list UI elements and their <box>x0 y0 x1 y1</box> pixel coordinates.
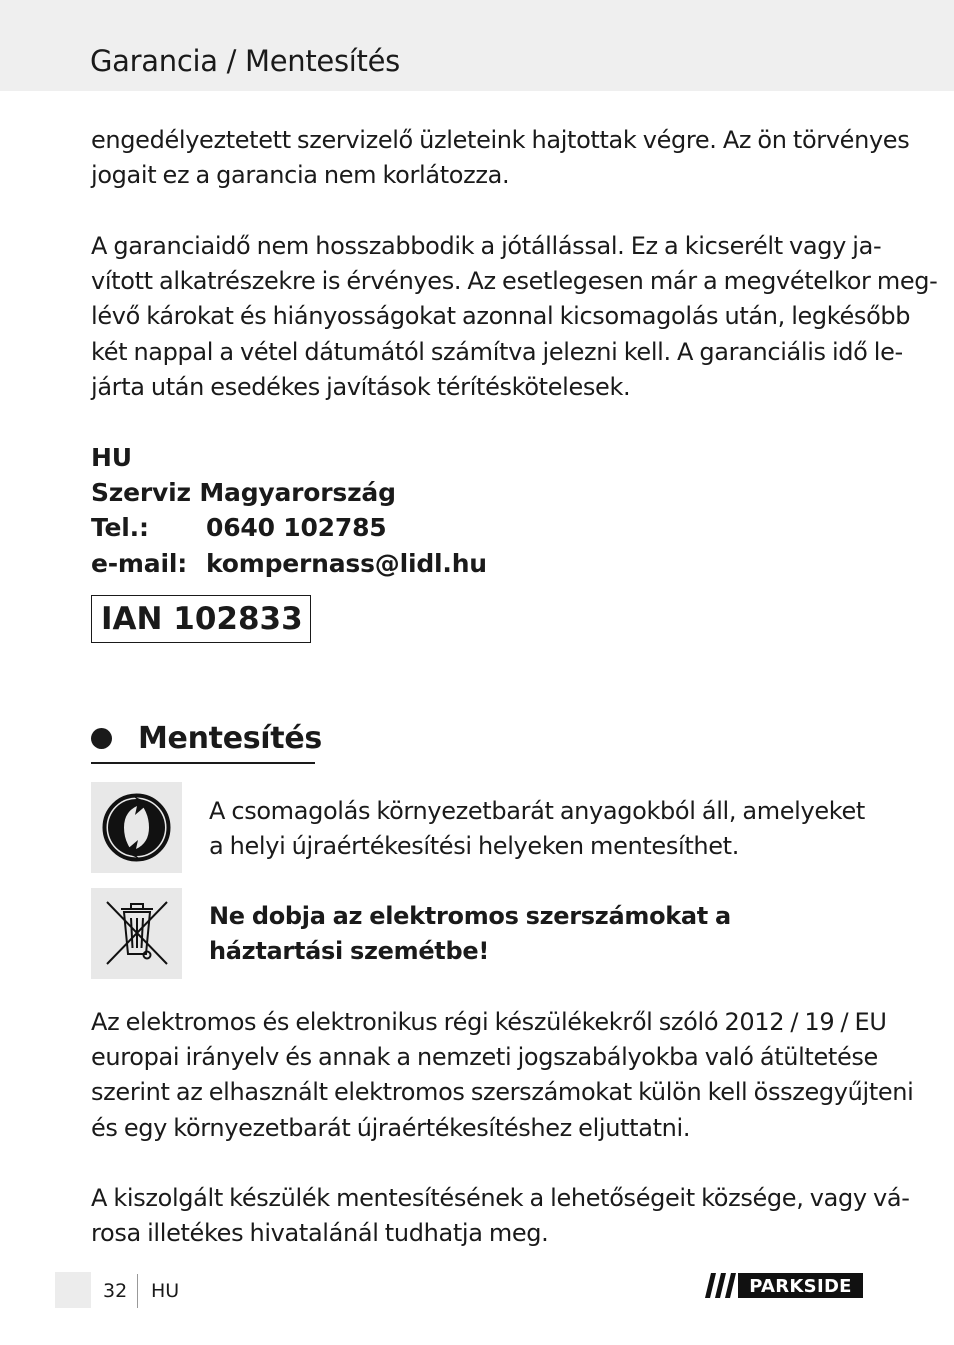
crossed-out-wheelie-bin-icon <box>91 888 182 979</box>
section-title: Mentesítés <box>138 721 322 756</box>
page-number: 32 <box>103 1280 128 1302</box>
text-line: A kiszolgált készülék mentesítésének a lehetőségeit községe, vagy vá- <box>91 1184 910 1212</box>
section-heading <box>91 718 322 764</box>
text-line: europai irányelv és annak a nemzeti jogszabályokba való átültetése <box>91 1043 878 1072</box>
warranty-paragraph <box>91 229 938 405</box>
ian-number-box: IAN 102833 <box>91 595 311 643</box>
contact-service-name: Szerviz Magyarország <box>91 478 396 508</box>
page-header <box>0 0 954 91</box>
text-line: engedélyeztetett szervizelő üzleteink hajtottak végre. Az ön törvényes <box>91 126 910 154</box>
text-line: szerint az elhasznált elektromos szerszámokat külön kell összegyűjteni <box>91 1078 914 1107</box>
text-line: A garanciaidő nem hosszabbodik a jótállással. Ez a kicserélt vagy ja- <box>91 232 882 260</box>
phone-value: 0640 102785 <box>206 513 387 543</box>
bullet-icon <box>91 728 112 749</box>
contact-email-row <box>91 546 487 581</box>
email-label: e-mail: <box>91 548 187 578</box>
weee-warning <box>209 899 731 969</box>
text-line: jogait ez a garancia nem korlátozza. <box>91 161 510 190</box>
green-dot-recycling-icon <box>91 782 182 873</box>
contact-phone-row <box>91 510 487 545</box>
text-line: és egy környezetbarát újraértékesítéshez eljuttatni. <box>91 1113 691 1142</box>
text-line: A csomagolás környezetbarát anyagokból áll, amelyeket <box>209 797 865 825</box>
service-contact-block <box>91 440 487 581</box>
text-line: vított alkatrészekre is érvényes. Az esetlegesen már a megvételkor meg- <box>91 267 938 296</box>
directive-paragraph <box>91 1005 914 1146</box>
footer-divider <box>137 1274 138 1308</box>
text-line: Ne dobja az elektromos szerszámokat a <box>209 902 731 930</box>
text-line: járta után esedékes javítások térítéskötelesek. <box>91 372 631 401</box>
text-line: háztartási szemétbe! <box>209 937 489 966</box>
brand-wordmark: PARKSIDE <box>749 1276 852 1297</box>
phone-label: Tel.: <box>91 513 149 543</box>
intro-paragraph <box>91 123 910 193</box>
page-title: Garancia / Mentesítés <box>90 44 400 78</box>
municipal-paragraph <box>91 1181 910 1251</box>
contact-country: HU <box>91 443 132 472</box>
text-line: a helyi újraértékesítési helyeken mentesíthet. <box>209 832 739 861</box>
packaging-disposal-note <box>209 794 865 864</box>
parkside-logo <box>705 1273 863 1298</box>
text-line: Az elektromos és elektronikus régi készülékekről szóló 2012 / 19 / EU <box>91 1008 887 1036</box>
text-line: lévő károkat és hiányosságokat azonnal kicsomagolás után, legkésőbb <box>91 302 911 331</box>
footer-marker <box>55 1272 91 1308</box>
text-line: két nappal a vétel dátumától számítva jelezni kell. A garanciális idő le- <box>91 337 903 366</box>
language-code: HU <box>151 1280 180 1302</box>
text-line: rosa illetékes hivatalánál tudhatja meg. <box>91 1219 549 1248</box>
email-value: kompernass@lidl.hu <box>206 548 487 578</box>
